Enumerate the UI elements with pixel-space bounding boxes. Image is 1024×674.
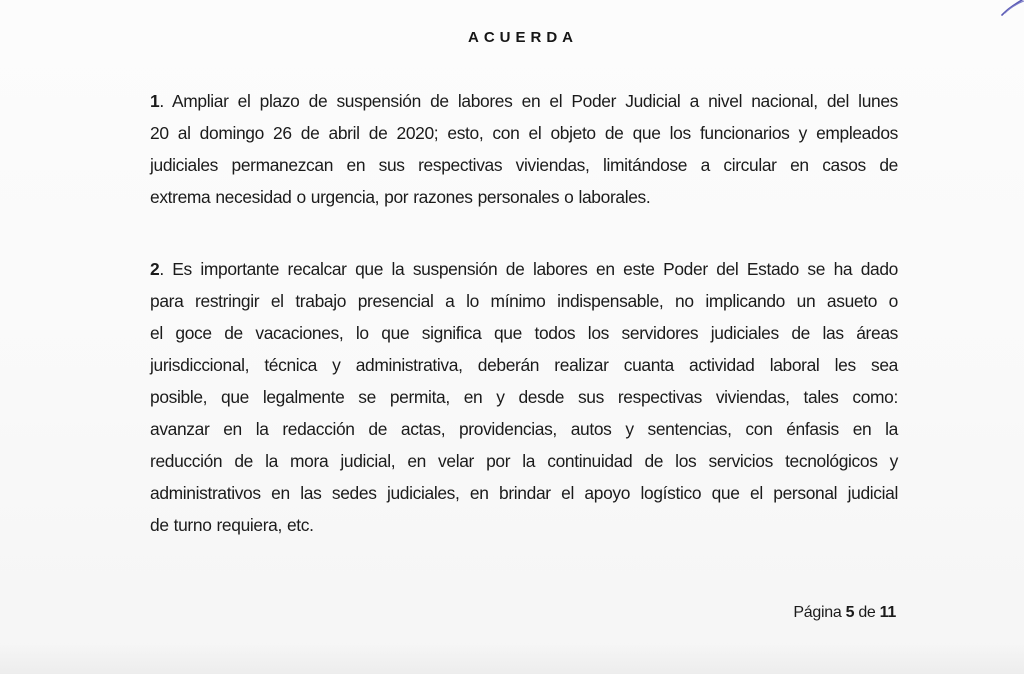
paragraph-2 — [150, 253, 898, 541]
current-page: 5 — [845, 604, 855, 621]
paragraph-line: de turno requiera, etc. — [150, 515, 314, 535]
paragraph-line: 2. Es importante recalcar que la suspensión de labores en este Poder del Estado se ha dado — [150, 259, 898, 279]
paragraph-line: el goce de vacaciones, lo que significa que todos los servidores judiciales de las áreas — [150, 323, 898, 343]
section-heading: ACUERDA — [468, 29, 578, 46]
paragraph-line: jurisdiccional, técnica y administrativa, deberán realizar cuanta actividad laboral les sea — [150, 355, 898, 375]
paragraph-line: extrema necesidad o urgencia, por razones personales o laborales. — [150, 187, 651, 207]
paragraph-number: 1 — [150, 91, 160, 111]
paragraph-line: 1. Ampliar el plazo de suspensión de labores en el Poder Judicial a nivel nacional, del lunes — [150, 91, 898, 111]
paragraph-line: administrativos en las sedes judiciales, en brindar el apoyo logístico que el personal judicial — [150, 483, 898, 503]
paragraph-line: posible, que legalmente se permita, en y desde sus respectivas viviendas, tales como: — [150, 387, 898, 407]
scan-shadow — [0, 644, 1024, 674]
page-number: Página 5 de 11 — [793, 604, 896, 621]
paragraph-line: reducción de la mora judicial, en velar por la continuidad de los servicios tecnológicos y — [150, 451, 898, 471]
paragraph-line: judiciales permanezcan en sus respectivas viviendas, limitándose a circular en casos de — [150, 155, 898, 175]
paragraph-number: 2 — [150, 259, 160, 279]
pen-mark-icon — [1000, 0, 1024, 16]
paragraph-line: avanzar en la redacción de actas, providencias, autos y sentencias, con énfasis en la — [150, 419, 898, 439]
paragraph-1 — [150, 85, 898, 213]
total-pages: 11 — [879, 604, 896, 621]
paragraph-line: para restringir el trabajo presencial a lo mínimo indispensable, no implicando un asueto o — [150, 291, 898, 311]
paragraph-line: 20 al domingo 26 de abril de 2020; esto, con el objeto de que los funcionarios y empleados — [150, 123, 898, 143]
